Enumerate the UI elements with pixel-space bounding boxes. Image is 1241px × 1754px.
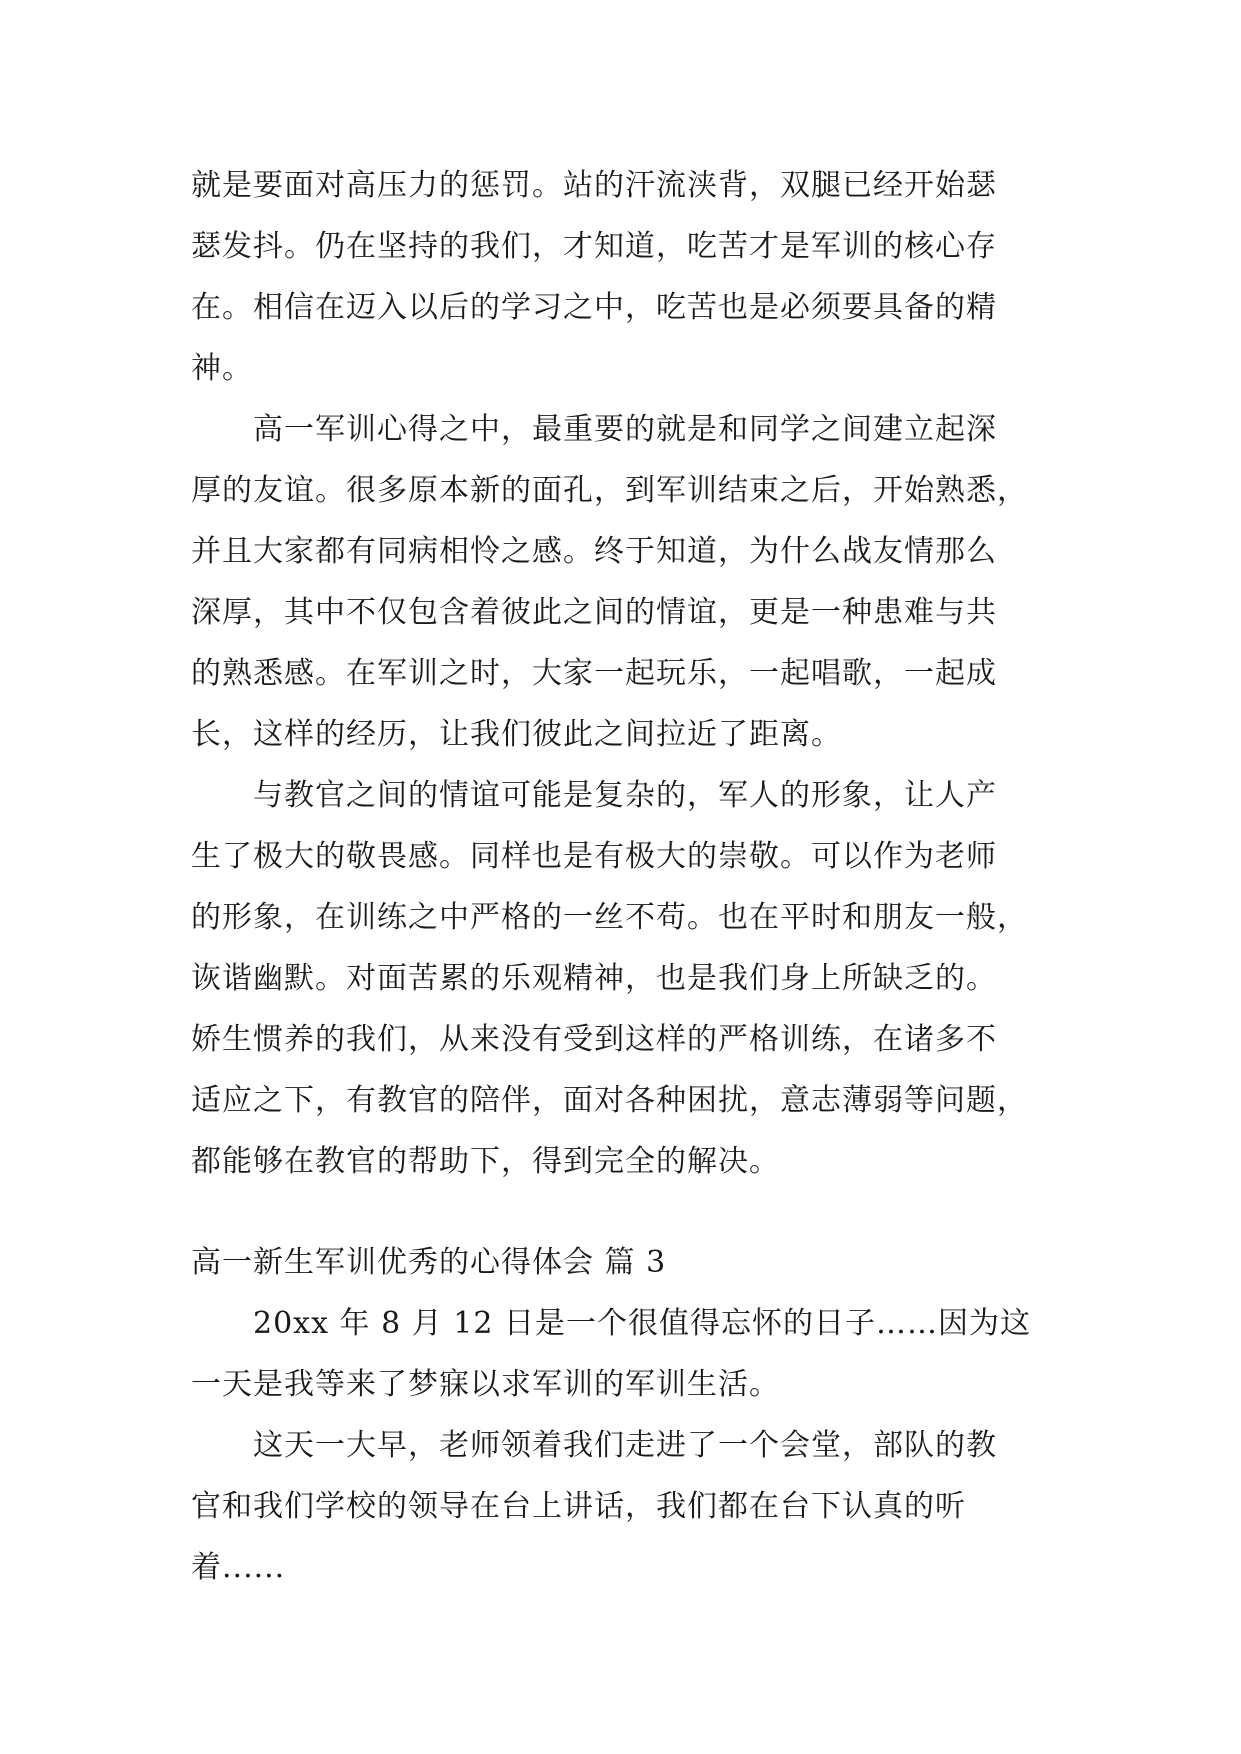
text-line: 着...... (191, 1550, 286, 1585)
text-line: 生了极大的敬畏感。同样也是有极大的崇敬。可以作为老师 (191, 839, 997, 874)
text-line: 诙谐幽默。对面苦累的乐观精神，也是我们身上所缺乏的。 (191, 961, 997, 996)
text-line: 适应之下，有教官的陪伴，面对各种困扰，意志薄弱等问题， (191, 1083, 1028, 1118)
text-line: 官和我们学校的领导在台上讲话，我们都在台下认真的听 (191, 1489, 966, 1524)
text-line: 长，这样的经历，让我们彼此之间拉近了距离。 (191, 717, 842, 752)
text-line: 娇生惯养的我们，从来没有受到这样的严格训练，在诸多不 (191, 1022, 997, 1057)
text-line: 的形象，在训练之中严格的一丝不苟。也在平时和朋友一般， (191, 900, 1028, 935)
text-line: 就是要面对高压力的惩罚。站的汗流浃背，双腿已经开始瑟 (191, 168, 997, 203)
text-line: 并且大家都有同病相怜之感。终于知道，为什么战友情那么 (191, 534, 997, 569)
paragraph-start-line: 20xx 年 8 月 12 日是一个很值得忘怀的日子……因为这 (253, 1306, 1031, 1341)
paragraph-start-line: 与教官之间的情谊可能是复杂的，军人的形象，让人产 (253, 778, 997, 813)
section-heading: 高一新生军训优秀的心得体会 篇 3 (191, 1245, 667, 1280)
text-line: 深厚，其中不仅包含着彼此之间的情谊，更是一种患难与共 (191, 595, 997, 630)
paragraph-start-line: 高一军训心得之中，最重要的就是和同学之间建立起深 (253, 412, 997, 447)
text-line: 神。 (191, 351, 253, 386)
text-line: 厚的友谊。很多原本新的面孔，到军训结束之后，开始熟悉， (191, 473, 1028, 508)
text-line: 一天是我等来了梦寐以求军训的军训生活。 (191, 1367, 780, 1402)
paragraph-start-line: 这天一大早，老师领着我们走进了一个会堂，部队的教 (253, 1428, 997, 1463)
text-line: 在。相信在迈入以后的学习之中，吃苦也是必须要具备的精 (191, 290, 997, 325)
text-line: 的熟悉感。在军训之时，大家一起玩乐，一起唱歌，一起成 (191, 656, 997, 691)
text-line: 瑟发抖。仍在坚持的我们，才知道，吃苦才是军训的核心存 (191, 229, 997, 264)
text-line: 都能够在教官的帮助下，得到完全的解决。 (191, 1144, 780, 1179)
